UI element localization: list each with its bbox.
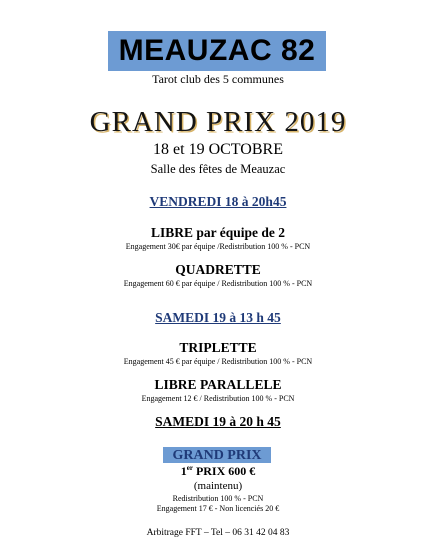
arbitration-contact: Arbitrage FFT – Tel – 06 31 42 04 83: [146, 528, 290, 538]
saturday-evening-heading: SAMEDI 19 à 20 h 45: [155, 414, 281, 429]
saturday-event-1-name: TRIPLETTE: [179, 340, 257, 355]
saturday-event-1-details: Engagement 45 € par équipe / Redistribution 100 % - PCN: [123, 357, 313, 366]
first-prize-amount: PRIX 600 €: [192, 464, 256, 478]
event-dates: 18 et 19 OCTOBRE: [153, 141, 283, 158]
first-prize: [0, 464, 436, 479]
saturday-event-2-details: Engagement 12 € / Redistribution 100 % - PCN: [141, 394, 295, 403]
event-venue: Salle des fêtes de Meauzac: [150, 162, 286, 176]
friday-event-1-name: LIBRE par équipe de 2: [150, 225, 286, 240]
prize-maintained: (maintenu): [193, 480, 243, 492]
event-title: GRAND PRIX 2019: [89, 106, 347, 138]
club-subtitle: Tarot club des 5 communes: [152, 72, 284, 86]
friday-heading: VENDREDI 18 à 20h45: [149, 194, 287, 209]
grand-prix-badge: GRAND PRIX: [163, 447, 271, 463]
friday-event-2-name: QUADRETTE: [175, 262, 261, 277]
grand-prix-engagement: Engagement 17 € - Non licenciés 20 €: [156, 504, 280, 513]
friday-event-1-details: Engagement 30€ par équipe /Redistribution 100 % - PCN: [125, 242, 311, 251]
grand-prix-redistribution: Redistribution 100 % - PCN: [172, 494, 264, 503]
first-prize-number: 1: [180, 464, 187, 478]
saturday-event-2-name: LIBRE PARALLELE: [154, 377, 282, 392]
first-prize-suffix: er: [186, 464, 193, 472]
saturday-afternoon-heading: SAMEDI 19 à 13 h 45: [155, 310, 281, 325]
friday-event-2-details: Engagement 60 € par équipe / Redistribution 100 % - PCN: [123, 279, 313, 288]
banner-title: MEAUZAC 82: [108, 31, 326, 71]
